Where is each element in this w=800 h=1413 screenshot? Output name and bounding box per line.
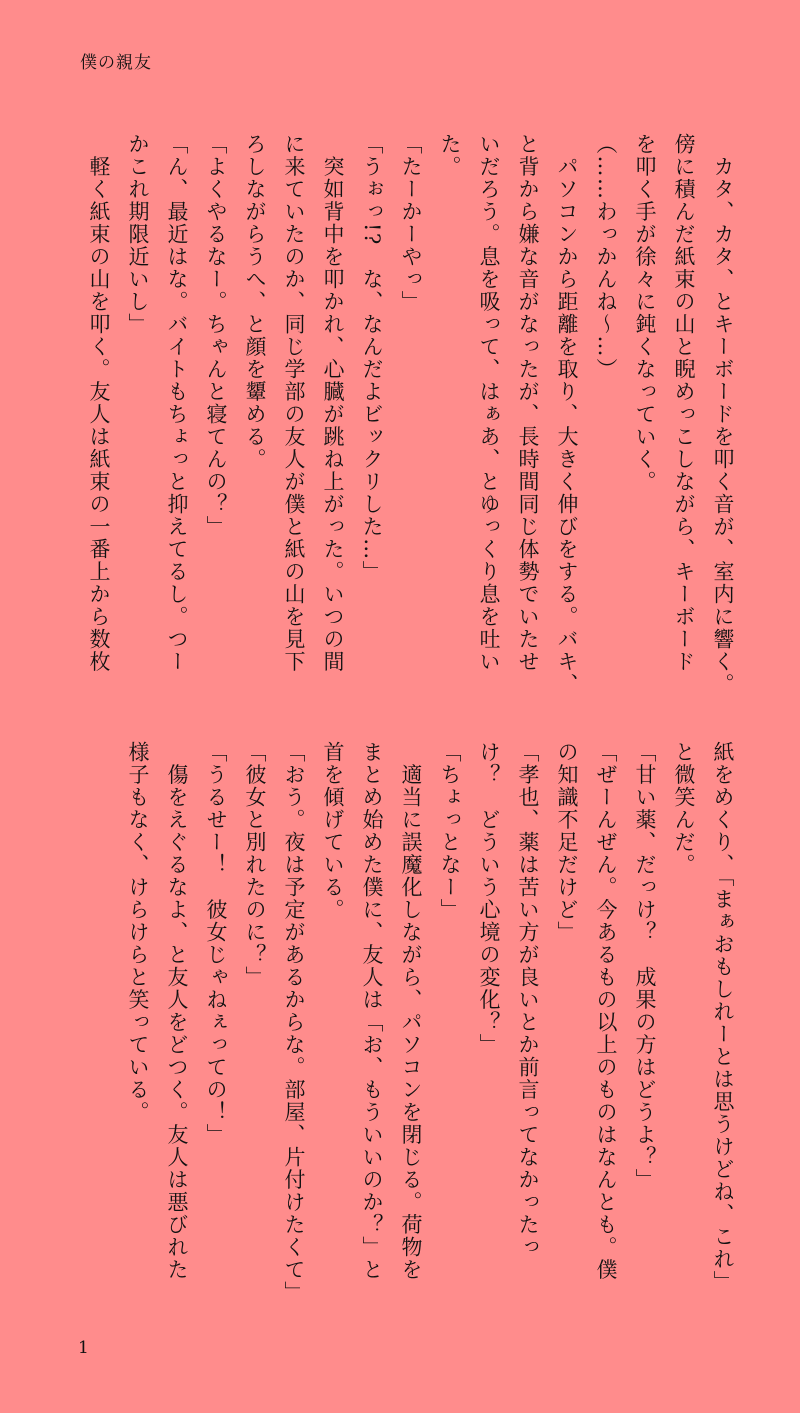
text-line: 様子もなく、けらけらと笑っている。 bbox=[126, 741, 150, 1124]
text-line: パソコンから距離を取り、大きく伸びをする。バキ、 bbox=[555, 133, 579, 696]
text-line: 「孝也、薬は苦い方が良いとか前言ってなかったっ bbox=[516, 741, 540, 1259]
page-header-title: 僕の親友 bbox=[80, 53, 152, 73]
text-line: に来ていたのか、同じ学部の友人が僕と紙の山を見下 bbox=[282, 133, 306, 673]
text-line: 「彼女と別れたのに？」 bbox=[243, 741, 267, 989]
text-line: ろしながらうへ、と顔を顰める。 bbox=[243, 133, 267, 471]
text-line: た。 bbox=[438, 133, 462, 178]
text-line: 軽く紙束の山を叩く。友人は紙束の一番上から数枚 bbox=[87, 133, 111, 673]
text-block-upper bbox=[79, 133, 742, 696]
text-line: と微笑んだ。 bbox=[672, 741, 696, 876]
text-block-lower bbox=[118, 741, 742, 1321]
page-number: 1 bbox=[78, 1338, 89, 1358]
text-line: まとめ始めた僕に、友人は「お、もういいのか？」と bbox=[360, 741, 384, 1281]
text-line: カタ、カタ、とキーボードを叩く音が、室内に響く。 bbox=[711, 133, 735, 696]
text-line: 「ぜーんぜん。今あるもの以上のものはなんとも。僕 bbox=[594, 741, 618, 1281]
text-line: 「ん、最近はな。バイトもちょっと抑えてるし。つー bbox=[165, 133, 189, 673]
text-line: 適当に誤魔化しながら、パソコンを閉じる。荷物を bbox=[399, 741, 423, 1281]
text-line: 紙をめくり、「まぁおもしれーとは思うけどね、これ」 bbox=[711, 741, 735, 1293]
text-line: 「おう。夜は予定があるからな。部屋、片付けたくて」 bbox=[282, 741, 306, 1304]
text-line: 「よくやるなー。ちゃんと寝てんの？」 bbox=[204, 133, 228, 538]
text-line: いだろう。息を吸って、はぁあ、とゆっくり息を吐い bbox=[477, 133, 501, 673]
text-line: 「ちょっとなー」 bbox=[438, 741, 462, 921]
text-line: 傷をえぐるなよ、と友人をどつく。友人は悪びれた bbox=[165, 741, 189, 1281]
text-line: （……わっかんね～…） bbox=[594, 133, 618, 381]
text-line: 傍に積んだ紙束の山と睨めっこしながら、キーボード bbox=[672, 133, 696, 673]
text-line: 「たーかーやっ」 bbox=[399, 133, 423, 313]
text-line: 「甘い薬、だっけ？ 成果の方はどうよ？」 bbox=[633, 741, 657, 1191]
text-line: 突如背中を叩かれ、心臓が跳ね上がった。いつの間 bbox=[321, 133, 345, 673]
text-line: の知識不足だけど」 bbox=[555, 741, 579, 944]
text-line: け？ どういう心境の変化？」 bbox=[477, 741, 501, 1056]
text-line: を叩く手が徐々に鈍くなっていく。 bbox=[633, 133, 657, 493]
text-line: 「うぉっ!? な、なんだよビックリした…」 bbox=[360, 133, 384, 584]
text-line: 「うるせー！ 彼女じゃねぇっての！」 bbox=[204, 741, 228, 1146]
text-line: 首を傾げている。 bbox=[321, 741, 345, 921]
text-line: と背から嫌な音がなったが、長時間同じ体勢でいたせ bbox=[516, 133, 540, 673]
text-line: かこれ期限近いし」 bbox=[126, 133, 150, 336]
